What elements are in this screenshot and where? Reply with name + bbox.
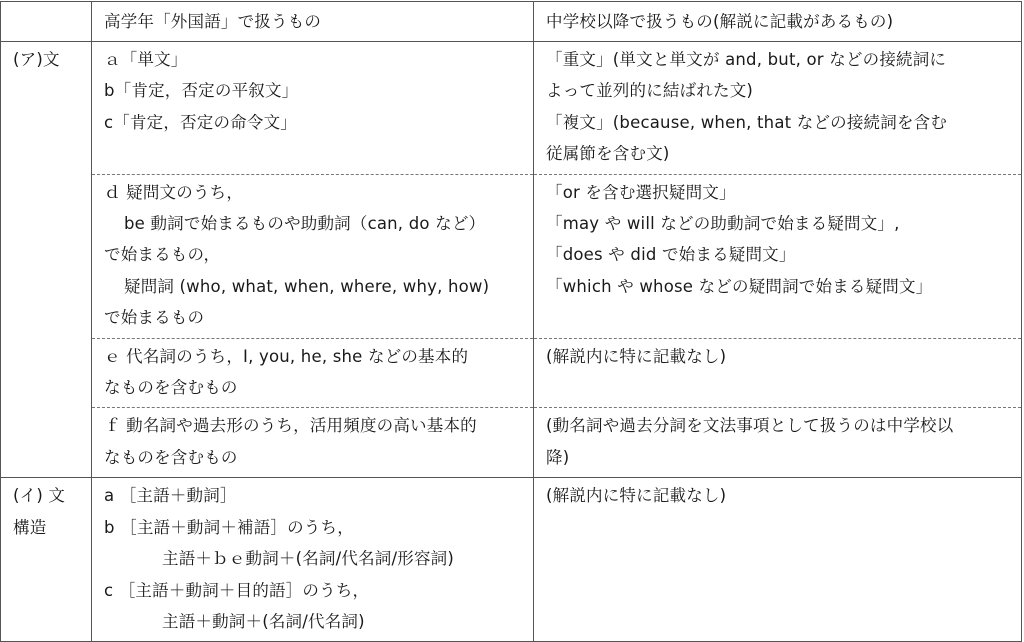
list-item: (解説内に特に記載なし) xyxy=(546,486,727,506)
list-item: 「which や whose などの疑問詞で始まる疑問文」 xyxy=(546,276,933,296)
middle-cell xyxy=(534,478,1022,642)
list-item: 従属節を含む文) xyxy=(546,144,670,164)
table-row xyxy=(1,42,1022,175)
list-item: c「肯定，否定の命令文」 xyxy=(104,112,297,132)
elementary-cell xyxy=(92,42,534,175)
list-item: ｄ 疑問文のうち， xyxy=(104,182,244,202)
middle-cell xyxy=(534,408,1022,478)
list-item: ａ「単文」 xyxy=(104,50,188,69)
list-item: 主語＋動詞＋(名詞/代名詞) xyxy=(162,611,365,631)
list-item: なものを含むもの xyxy=(104,378,238,398)
list-item: b ［主語＋動詞＋補語］のうち， xyxy=(104,517,354,537)
list-item: で始まるもの， xyxy=(104,245,221,265)
category-cell-structure xyxy=(1,478,92,642)
list-item: で始まるもの xyxy=(104,308,205,328)
list-item: ｆ 動名詞や過去形のうち，活用頻度の高い基本的 xyxy=(104,416,477,436)
list-item: 「may や will などの助動詞で始まる疑問文」, xyxy=(546,214,900,234)
header-elementary: 高学年「外国語」で扱うもの xyxy=(92,2,534,42)
list-item: a ［主語＋動詞］ xyxy=(104,486,237,506)
list-item: 「does や did で始まる疑問文」 xyxy=(546,245,796,265)
list-item: ｅ 代名詞のうち，I, you, he, she などの基本的 xyxy=(104,346,469,366)
list-item: be 動詞で始まるものや助動詞（can, do など） xyxy=(124,214,486,234)
elementary-cell xyxy=(92,408,534,478)
category-label: (ア)文 xyxy=(13,50,60,69)
list-item: よって並列的に結ばれた文) xyxy=(546,81,754,101)
list-item: 「重文」(単文と単文が and, but, or などの接続詞に xyxy=(546,50,947,69)
elementary-cell xyxy=(92,338,534,408)
category-label: (イ) 文 xyxy=(13,486,66,506)
list-item: 疑問詞 (who, what, when, where, why, how) xyxy=(124,276,490,296)
table-row xyxy=(1,338,1022,408)
list-item: 「or を含む選択疑問文」 xyxy=(546,182,736,202)
header-middle: 中学校以降で扱うもの(解説に記載があるもの) xyxy=(534,2,1022,42)
header-category xyxy=(1,2,92,42)
elementary-cell xyxy=(92,174,534,338)
category-label: 構造 xyxy=(13,517,47,537)
table-header-row xyxy=(1,2,1022,42)
list-item: b「肯定，否定の平叙文」 xyxy=(104,81,299,101)
middle-cell xyxy=(534,42,1022,175)
list-item: 主語＋ｂｅ動詞＋(名詞/代名詞/形容詞) xyxy=(162,549,454,569)
list-item: 「複文」(because, when, that などの接続詞を含む xyxy=(546,112,948,132)
elementary-cell xyxy=(92,478,534,642)
list-item: 降) xyxy=(546,447,570,467)
list-item: c ［主語＋動詞＋目的語］のうち， xyxy=(104,580,370,600)
grammar-comparison-table xyxy=(0,1,1022,642)
category-cell-sentence xyxy=(1,42,92,478)
table-row xyxy=(1,478,1022,642)
middle-cell xyxy=(534,174,1022,338)
table-row xyxy=(1,174,1022,338)
list-item: (動名詞や過去分詞を文法事項として扱うのは中学校以 xyxy=(546,416,954,436)
middle-cell xyxy=(534,338,1022,408)
table-row xyxy=(1,408,1022,478)
list-item: なものを含むもの xyxy=(104,447,238,467)
list-item: (解説内に特に記載なし) xyxy=(546,346,727,366)
